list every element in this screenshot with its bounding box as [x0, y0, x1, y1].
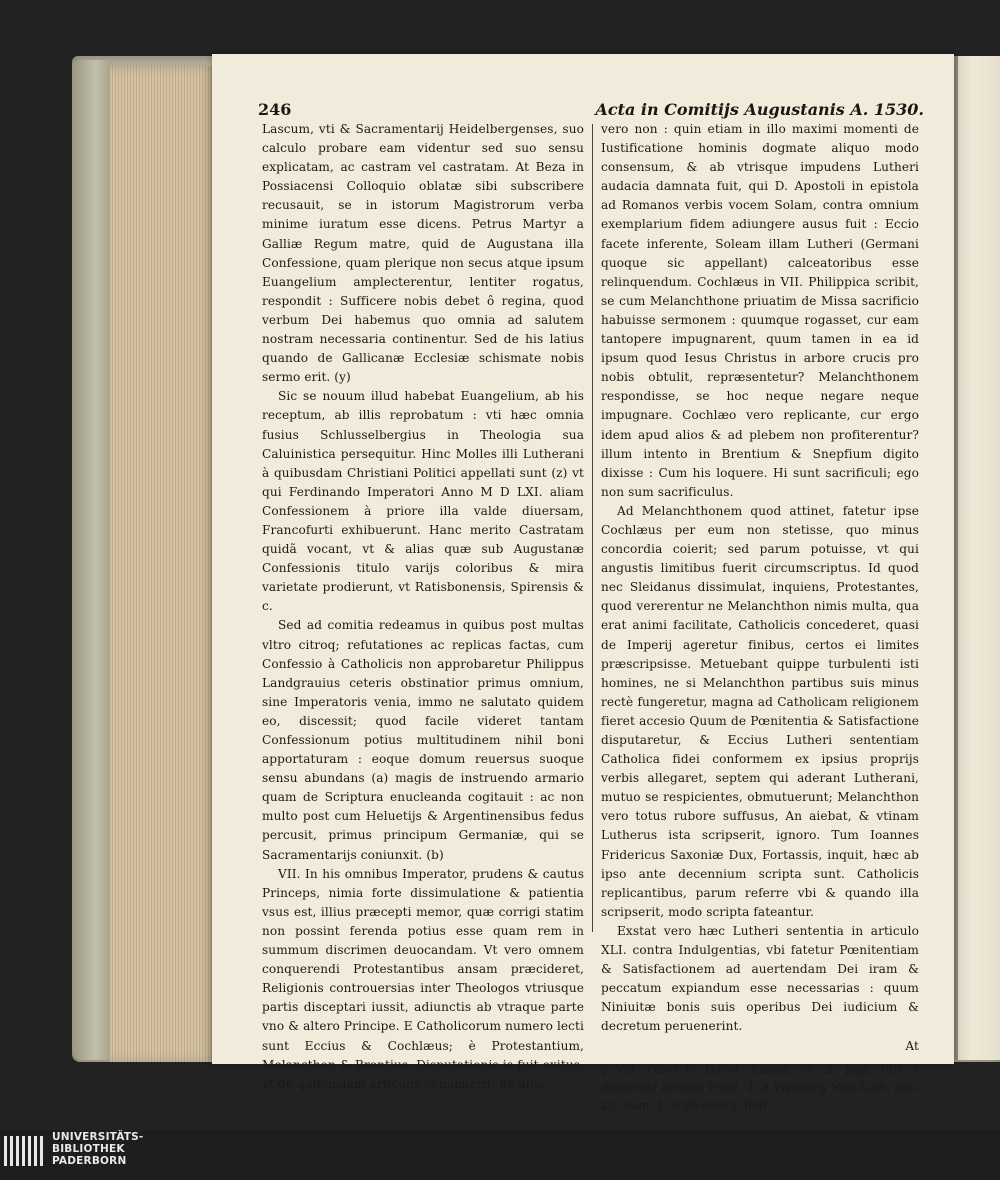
- catchword: At: [905, 1038, 919, 1053]
- page-number: 246: [258, 100, 292, 119]
- library-name-line: UNIVERSITÄTS-: [52, 1131, 144, 1143]
- left-text-column: [262, 120, 584, 1094]
- library-name-line: BIBLIOTHEK: [52, 1143, 125, 1155]
- paragraph: vero non : quin etiam in illo maximi momenti de Iustificatione hominis dogmate aliquo modo consensum, & ab vtrisque impudens Lutheri audacia damnata fuit, qui D. Apostoli in epistola ad Romanos verbis vocem Solam, contra omnium exemplarium fidem adiungere ausus fuit : Eccio facete inferente, Soleam illam Lutheri (Germani quoque sic appellant) calceatoribus esse relinquendum. Cochlæus in VII. Philippica scribit, se cum Melanchthone priuatim de Missa sacrificio habuisse sermonem : quumque rogasset, cur eam tantopere impugnarent, quum tamen in ea id ipsum quod Iesus Christus in arbore crucis pro nobis obtulit, repræsentetur? Melanchthonem respondisse, se hoc neque negare neque impugnare. Cochlæo vero replicante, cur ergo idem apud alios & ad plebem non profiterentur? illum intento in Brentium & Snepfium digito dixisse : Cum his loquere. Hi sunt sacrificuli; ego non sum sacrificulus.: [601, 122, 919, 499]
- paragraph: Sed ad comitia redeamus in quibus post multas vltro citroq; refutationes ac replicas factas, cum Confessio à Catholicis non approbaretur Philippus Landgrauius ceteris obstinatior primus omnium, sine Imperatoris venia, immo ne salutato quidem eo, discessit; quod facile videret tantam Confessionum potius multitudinem nihil boni apportaturam : eoque domum reuersus suoque sensu abundans (a) magis de instruendo armario quam de Scriptura enucleanda cogitauit : ac non multo post cum Heluetijs & Argentinensibus fedus percusit, primus principum Germaniæ, qui se Sacramentarijs coniunxit. (b): [262, 618, 584, 862]
- library-name: [52, 1131, 143, 1167]
- column-divider: [592, 124, 593, 932]
- facing-page-shadow: [954, 56, 958, 1060]
- running-title: Acta in Comitijs Augustanis A. 1530.: [595, 100, 924, 119]
- paragraph: Sic se nouum illud habebat Euangelium, ab his receptum, ab illis reprobatum : vti hæc omnia fusius Schlusselbergius in Theologia sua Caluinistica persequitur. Hinc Molles illi Lutherani à quibusdam Christiani Politici appellati sunt (z) vt qui Ferdinando Imperatori Anno M D LXI. aliam Confessionem à priore illa valde diuersam, Francofurti exhibuerunt. Hanc merito Castratam quidã vocant, vt & alias quæ sub Augustanæ Confessionis titulo varijs coloribus & mira varietate prodierunt, vt Ratisbonensis, Spirensis & c.: [262, 389, 584, 614]
- cover-spine-edge: [74, 60, 110, 1060]
- page-stack-edges: [110, 66, 214, 1062]
- paragraph: Ad Melanchthonem quod attinet, fatetur ipse Cochlæus per eum non stetisse, quo minus concordia coierit; sed parum potuisse, vt qui angustis limitibus fuerit circumscriptus. Id quod nec Sleidanus dissimulat, inquiens, Protestantes, quod vererentur ne Melanchthon nimis multa, qua erat animi facilitate, Catholicis concederet, quasi de Imperij ageretur finibus, certos ei limites præscripsisse. Metuebant quippe turbulenti isti homines, ne si Melanchthon partibus suis minus rectè fungeretur, magna ad Catholicam religionem fieret accesio Quum de Pœnitentia & Satisfactione disputaretur, & Eccius Lutheri sententiam Catholica fidei conformem ex ipsius proprijs verbis allegaret, septem qui aderant Lutherani, mutuo se respicientes, obmutuerunt; Melanchthon vero totus rubore suffusus, An aiebat, & vtinam Lutherus ista scripserit, ignoro. Tum Ioannes Fridericus Saxoniæ Dux, Fortassis, inquit, hæc ab ipso ante decennium scripta sunt. Catholicis replicantibus, parum referre vbi & quando illa scripserit, modo scripta fateantur.: [601, 503, 919, 919]
- footer-band: [0, 1130, 1000, 1180]
- right-text-column: [601, 120, 919, 1114]
- library-logo-icon: [4, 1134, 48, 1168]
- paragraph: Lascum, vti & Sacramentarij Heidelbergenses, suo calculo probare eam videntur sed suo sensu explicatam, ac castram vel castratam. At Beza in Possiacensi Colloquio oblatæ sibi subscribere recusauit, se in istorum Magistrorum verba minime iuratum esse dicens. Petrus Martyr a Galliæ Regum matre, quid de Augustana illa Confessione, quam plerique non secus atque ipsum Euangelium amplecterentur, lentiter rogatus, respondit : Sufficere nobis debet ô regina, quod verbum Dei habemus quo omnia ad salutem nostram necessaria continentur. Sed de his latius quando de Gallicanæ Ecclesiæ schismate nobis sermo erit. (y): [262, 122, 584, 385]
- footnotes: y Vid. Fabri in Harm. Euang. lib. 2. pag. 140. z Anatomia Ecclesi Tract. 1. a Vlenberg Vita Luth. cap. 23. num. 1. b Vlenberg. ibid.: [601, 1061, 919, 1112]
- facing-page-edge: [954, 56, 1000, 1060]
- library-name-line: PADERBORN: [52, 1155, 127, 1167]
- paragraph: VII. In his omnibus Imperator, prudens & cautus Princeps, nimia forte dissimulatione & patientia vsus est, illius præcepti memor, quæ corrigi statim non possint ferenda potius esse quam rem in summum discrimen deuocandam. Vt vero omnem conquerendi Protestantibus ansam præcideret, Religionis controuersias inter Theologos vtriusque partis disceptari iussit, adiunctis ab vtraque parte vno & altero Principe. E Catholicorum numero lecti sunt Eccius & Cochlæus; è Protestantium, Melancthon & Brentius. Disputationis is fuit exitus, vt de quibusdam articulis conuenerit, de alijs: [262, 866, 584, 1091]
- paragraph: Exstat vero hæc Lutheri sententia in articulo XLI. contra Indulgentias, vbi fatetur Pœnitentiam & Satisfactionem ad auertendam Dei iram & peccatum expiandum esse necessarias : quum Niniuitæ bonis suis operibus Dei iudicium & decretum peruenerint.: [601, 923, 919, 1034]
